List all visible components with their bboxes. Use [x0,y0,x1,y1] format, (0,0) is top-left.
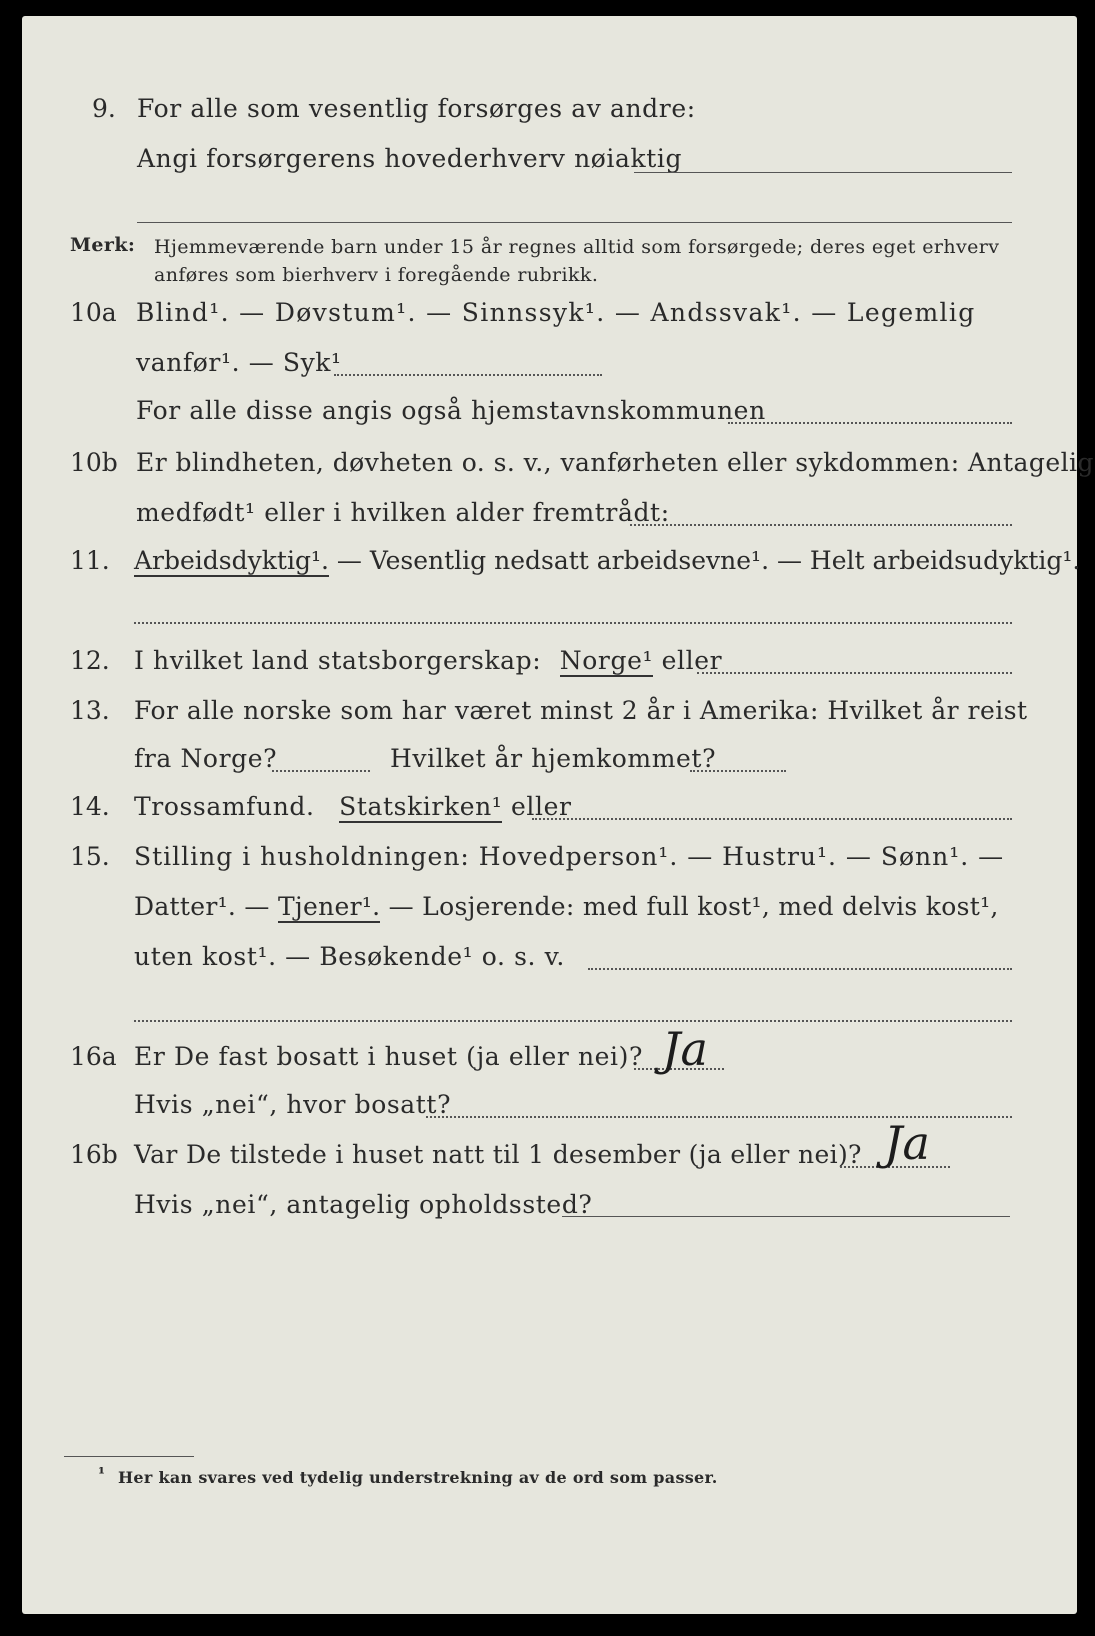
q14-number: 14. [70,792,110,821]
q13-reist-line[interactable] [272,770,370,772]
q11-answer-line[interactable] [134,622,1012,624]
q12-answer-line[interactable] [697,672,1012,674]
q16b-text-2: Hvis „nei“, antagelig opholdssted? [134,1190,593,1219]
q14-text [134,792,572,821]
q16a-text-2: Hvis „nei“, hvor bosatt? [134,1090,452,1119]
q12-option-norge[interactable]: Norge¹ [559,646,654,675]
q10b-number: 10b [70,448,118,477]
q16b-opholdssted-line[interactable] [562,1216,1010,1217]
q15-text-2 [134,892,999,921]
footnote-text: Her kan svares ved tydelig understrekning av de ord som passer. [118,1468,718,1487]
footnote-mark: ¹ [98,1464,106,1483]
q15-answer-line-2[interactable] [134,1020,1012,1022]
q11-option-arbeidsdyktig[interactable]: Arbeidsdyktig¹. [134,546,329,575]
q13-number: 13. [70,696,110,725]
q13-text-2a: fra Norge? [134,744,278,773]
merk-label: Merk: [70,234,136,256]
merk-text-2: anføres som bierhverv i foregående rubrikk. [154,264,599,286]
q10a-text-2: vanfør¹. — Syk¹ [136,348,342,377]
q11-text [134,546,1080,575]
q9-number: 9. [92,94,116,123]
q10a-answer-line[interactable] [334,374,602,376]
q16a-number: 16a [70,1042,117,1071]
q14-suffix: eller [510,792,572,821]
q15-option-tjener[interactable]: Tjener¹. [277,892,381,921]
q11-rest: — Vesentlig nedsatt arbeidsevne¹. — Helt arbeidsudyktig¹. [336,546,1081,575]
q9-text-1: For alle som vesentlig forsørges av andre: [137,94,696,123]
q10b-answer-line[interactable] [630,524,1012,526]
q10a-hjemstavn-line[interactable] [728,422,1012,424]
q15-number: 15. [70,842,110,871]
q15-datter: Datter¹. — [134,892,270,921]
q15-text-1: Stilling i husholdningen: Hovedperson¹. — Hustru¹. — Sønn¹. — [134,842,1005,871]
q14-prefix: Trossamfund. [134,792,315,821]
form-page [22,16,1094,1614]
q15-answer-line[interactable] [588,968,1012,970]
q12-suffix: eller [661,646,723,675]
q12-text [134,646,722,675]
q13-hjemkommet-line[interactable] [690,770,786,772]
q9-answer-line[interactable] [634,172,1012,173]
q16b-number: 16b [70,1140,118,1169]
q12-prefix: I hvilket land statsborgerskap: [134,646,542,675]
q10a-text-1: Blind¹. — Døvstum¹. — Sinnssyk¹. — Andssvak¹. — Legemlig [136,298,976,327]
q15-text-3: uten kost¹. — Besøkende¹ o. s. v. [134,942,565,971]
q10b-text-2: medfødt¹ eller i hvilken alder fremtrådt: [136,498,670,527]
q14-answer-line[interactable] [532,818,1012,820]
footnote-rule [64,1456,194,1457]
q13-text-2b: Hvilket år hjemkommet? [390,744,717,773]
q14-option-statskirken[interactable]: Statskirken¹ [339,792,503,821]
q11-number: 11. [70,546,110,575]
q10b-text-1: Er blindheten, døvheten o. s. v., vanførheten eller sykdommen: Antagelig [136,448,1094,477]
q10a-number: 10a [70,298,117,327]
q16b-text-1: Var De tilstede i huset natt til 1 desember (ja eller nei)? [134,1140,862,1169]
q15-losjerende: — Losjerende: med full kost¹, med delvis kost¹, [388,892,999,921]
q9-answer-line-2[interactable] [137,222,1012,223]
merk-text-1: Hjemmeværende barn under 15 år regnes alltid som forsørgede; deres eget erhverv [154,236,1000,258]
q16a-handwritten-answer: Ja [662,1022,708,1076]
q13-text-1: For alle norske som har været minst 2 år i Amerika: Hvilket år reist [134,696,1028,725]
q16b-handwritten-answer: Ja [884,1116,930,1170]
q9-text-2: Angi forsørgerens hovederhverv nøiaktig [137,144,683,173]
q16a-text-1: Er De fast bosatt i huset (ja eller nei)? [134,1042,643,1071]
q12-number: 12. [70,646,110,675]
q10a-text-3: For alle disse angis også hjemstavnskommunen [136,396,766,425]
